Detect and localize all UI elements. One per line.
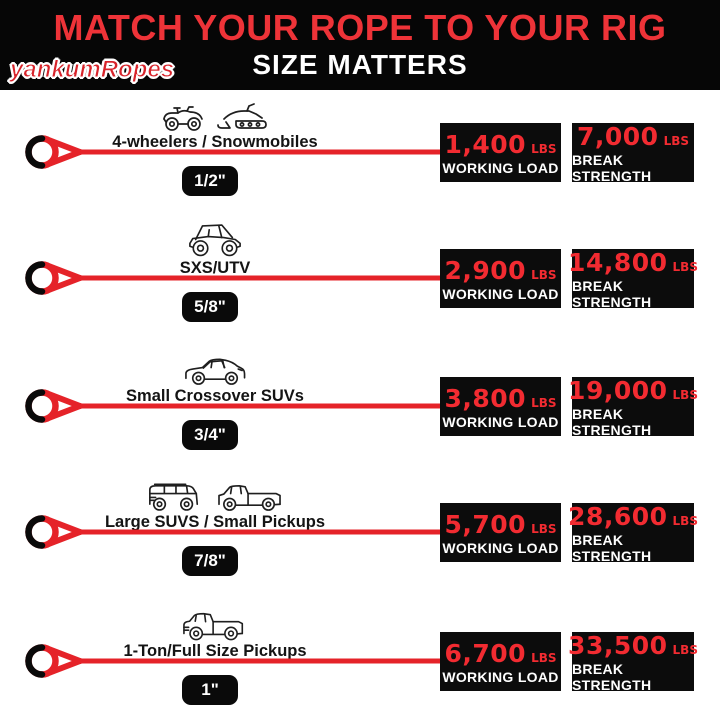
break-strength-value: 28,600	[568, 501, 668, 531]
header-banner	[0, 0, 720, 90]
page-title: MATCH YOUR ROPE TO YOUR RIG	[53, 7, 667, 48]
working-load-box	[440, 377, 561, 436]
working-load-box	[440, 632, 561, 691]
vehicle-icons	[0, 221, 430, 258]
yankum-ropes-logo: yankumRopes	[10, 56, 175, 83]
atv-icon	[160, 100, 206, 132]
vehicle-icons	[0, 100, 430, 132]
break-strength-caption: BREAK STRENGTH	[572, 405, 652, 438]
lbs-unit: LBS	[531, 395, 557, 410]
break-strength-box	[568, 630, 698, 693]
working-load-box	[440, 503, 561, 562]
vehicle-icons	[0, 609, 430, 641]
lbs-unit: LBS	[663, 133, 689, 148]
break-strength-value: 33,500	[568, 630, 668, 660]
rope-row-half-inch	[0, 87, 720, 217]
working-load-caption: WORKING LOAD	[442, 413, 559, 430]
lbs-unit: LBS	[672, 387, 698, 402]
vehicle-icons	[0, 355, 430, 386]
lbs-unit: LBS	[672, 259, 698, 274]
rope-size-badge: 7/8"	[182, 546, 238, 576]
lbs-unit: LBS	[672, 513, 698, 528]
rope-row-five-eighths	[0, 213, 720, 343]
break-strength-value: 7,000	[576, 121, 659, 151]
break-strength-caption: BREAK STRENGTH	[572, 151, 652, 184]
lbs-unit: LBS	[531, 650, 557, 665]
break-strength-box	[572, 123, 694, 182]
working-load-caption: WORKING LOAD	[442, 539, 559, 556]
page-subtitle: SIZE MATTERS	[252, 49, 468, 80]
working-load-value: 6,700	[444, 638, 527, 668]
small-pickup-icon	[215, 481, 285, 512]
working-load-value: 1,400	[444, 129, 527, 159]
vehicle-label: 1-Ton/Full Size Pickups	[123, 642, 307, 660]
rope-row-three-quarters	[0, 341, 720, 471]
working-load-value: 3,800	[444, 383, 527, 413]
rope-size-badge: 1"	[182, 675, 238, 705]
rope-size-badge: 5/8"	[182, 292, 238, 322]
vehicle-label: Small Crossover SUVs	[126, 387, 304, 405]
rope-size-badge: 1/2"	[182, 166, 238, 196]
working-load-box	[440, 249, 561, 308]
working-load-caption: WORKING LOAD	[442, 285, 559, 302]
rope-row-seven-eighths	[0, 467, 720, 597]
working-load-caption: WORKING LOAD	[442, 159, 559, 176]
vehicle-label: 4-wheelers / Snowmobiles	[112, 133, 318, 151]
working-load-value: 5,700	[444, 509, 527, 539]
working-load-box	[440, 123, 561, 182]
large-suv-icon	[145, 477, 205, 512]
rope-row-one-inch	[0, 596, 720, 720]
break-strength-box	[568, 375, 698, 438]
rope-size-badge: 3/4"	[182, 420, 238, 450]
vehicle-label: SXS/UTV	[179, 259, 251, 277]
lbs-unit: LBS	[531, 141, 557, 156]
working-load-value: 2,900	[444, 255, 527, 285]
lbs-unit: LBS	[531, 267, 557, 282]
snowmobile-icon	[216, 102, 270, 132]
working-load-caption: WORKING LOAD	[442, 668, 559, 685]
break-strength-caption: BREAK STRENGTH	[572, 660, 652, 693]
lbs-unit: LBS	[531, 521, 557, 536]
vehicle-label: Large SUVS / Small Pickups	[104, 513, 326, 531]
break-strength-value: 19,000	[568, 375, 668, 405]
lbs-unit: LBS	[672, 642, 698, 657]
break-strength-box	[568, 247, 698, 310]
break-strength-caption: BREAK STRENGTH	[572, 277, 652, 310]
sxs-utv-icon	[187, 221, 243, 258]
fullsize-pickup-icon	[181, 609, 249, 641]
vehicle-icons	[0, 477, 430, 512]
break-strength-caption: BREAK STRENGTH	[572, 531, 652, 564]
crossover-suv-icon	[182, 355, 248, 386]
break-strength-value: 14,800	[568, 247, 668, 277]
break-strength-box	[568, 501, 698, 564]
